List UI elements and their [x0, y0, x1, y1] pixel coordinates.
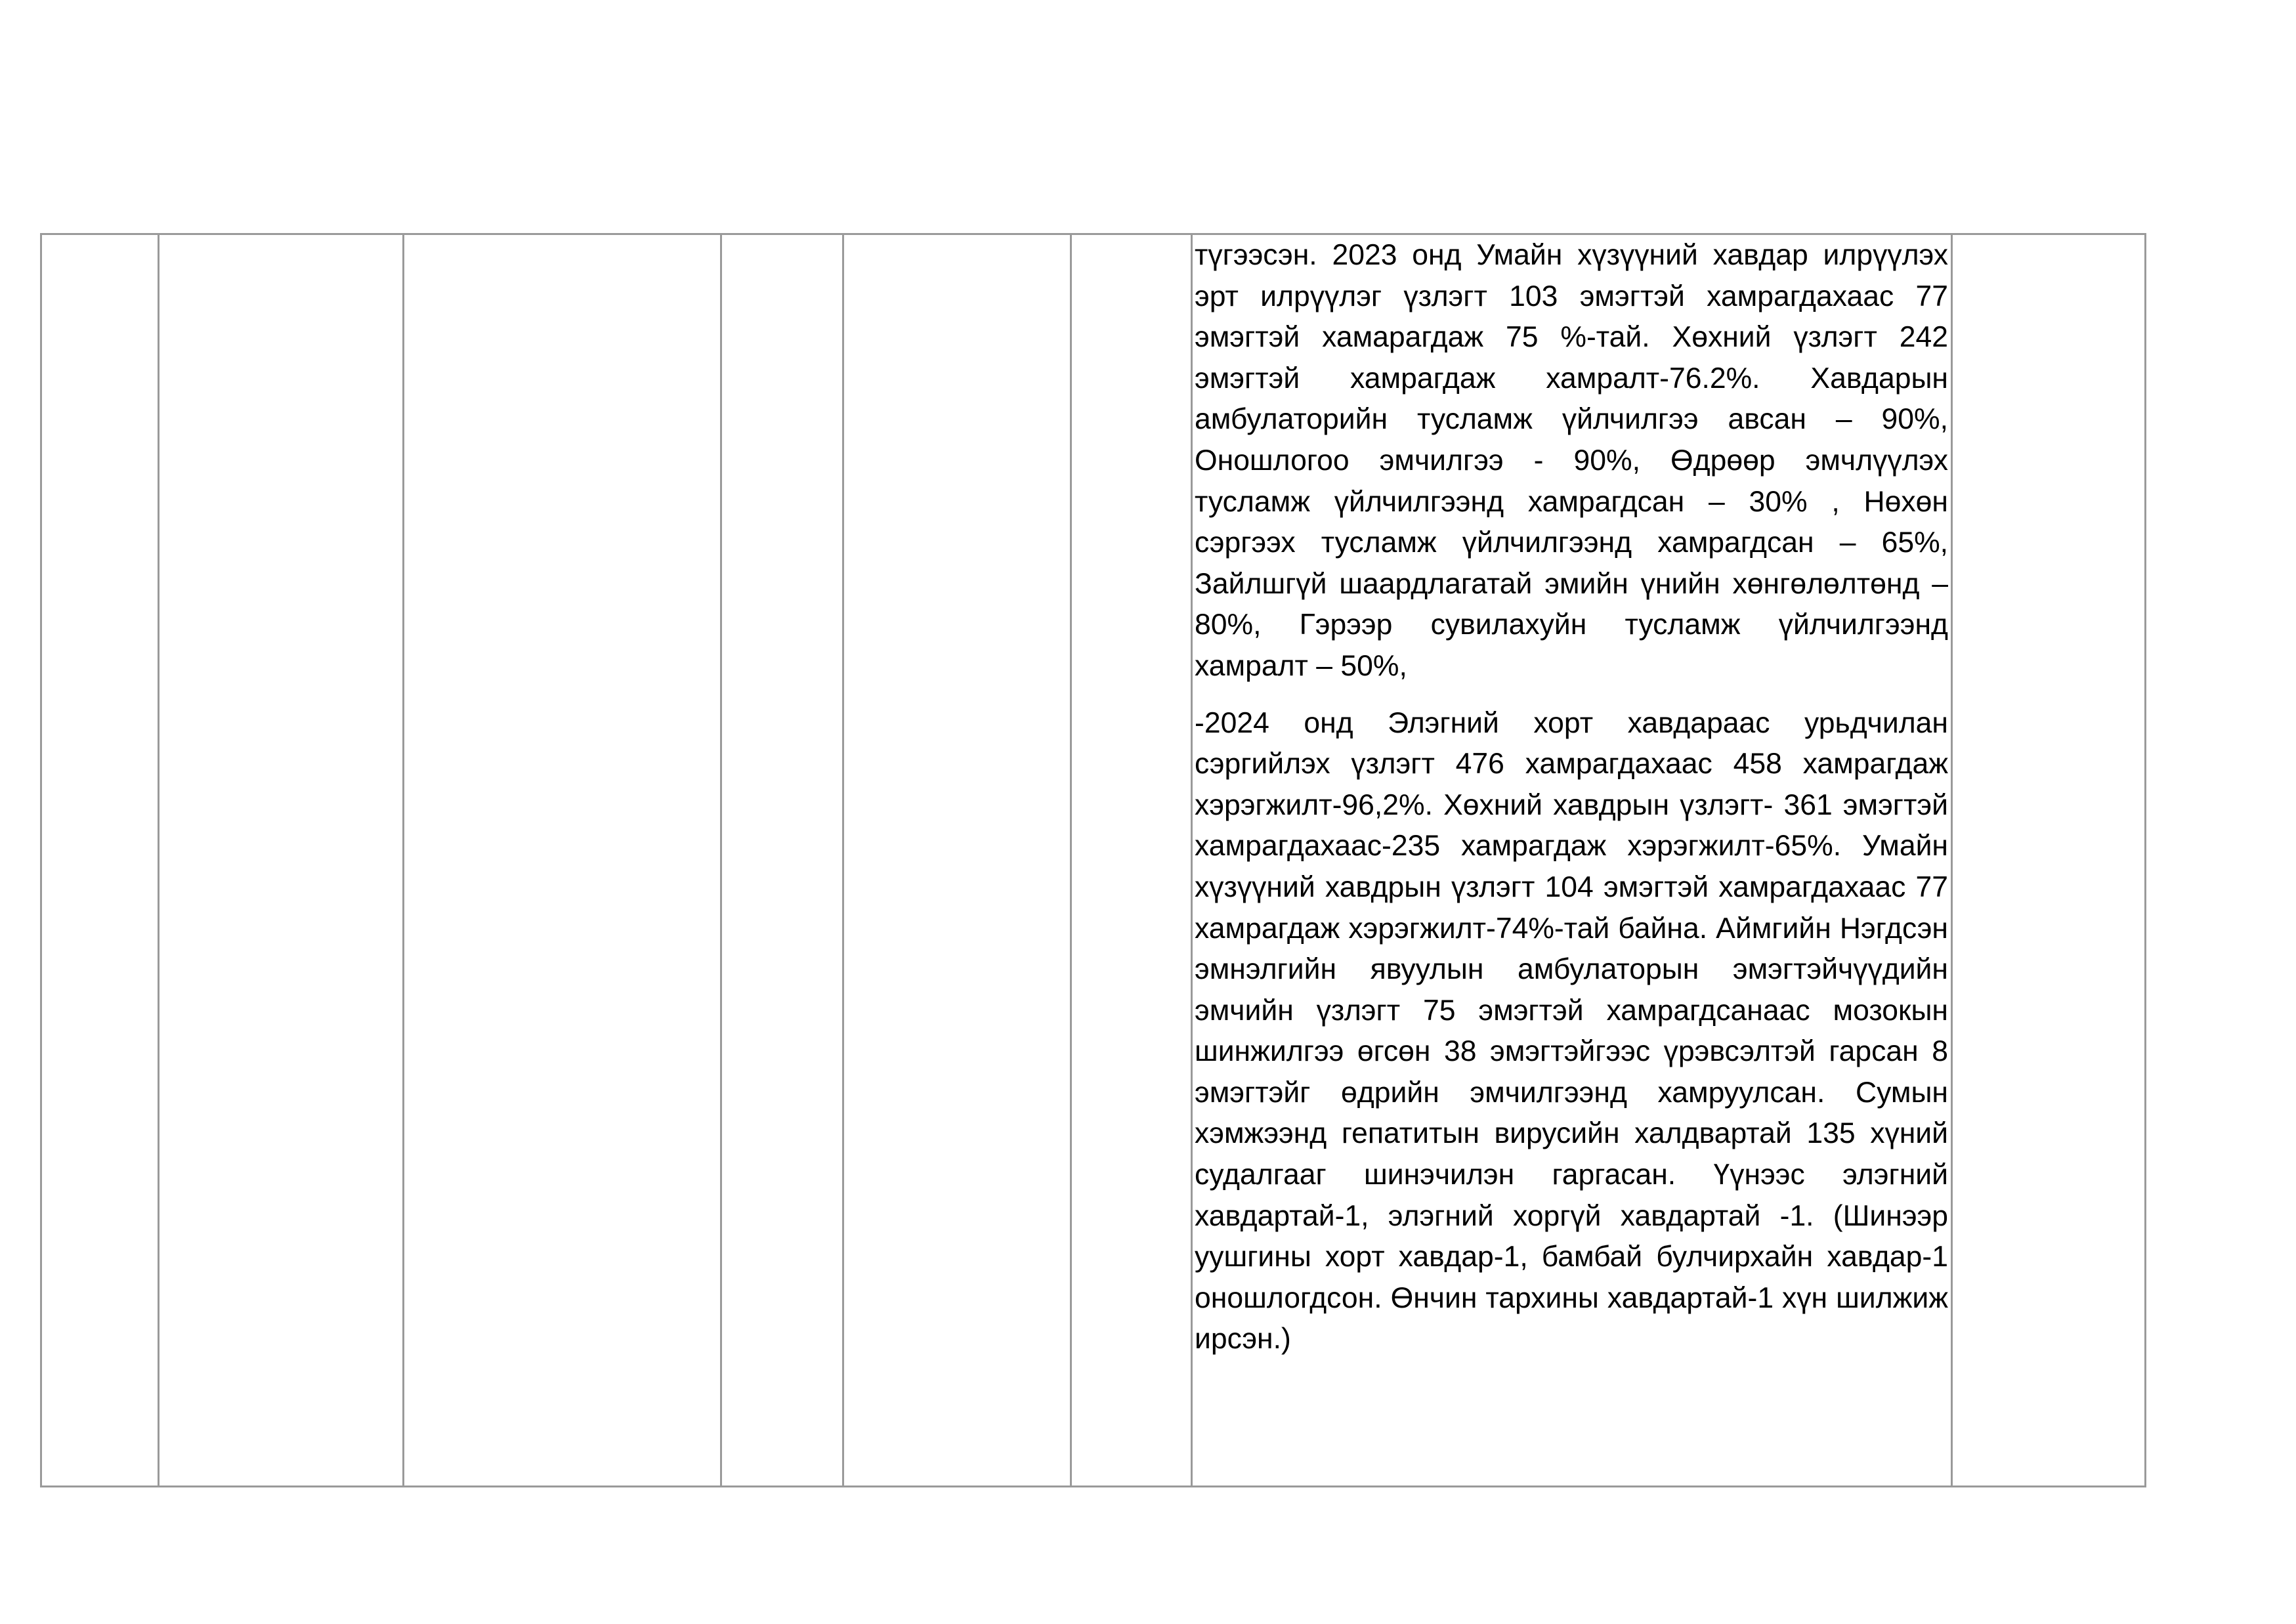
table-cell-col-8: [1952, 234, 2146, 1487]
table-cell-col-2: [159, 234, 404, 1487]
paragraph-1: түгээсэн. 2023 онд Умайн хүзүүний хавдар илрүүлэх эрт илрүүлэг үзлэгт 103 эмэгтэй хамрагдахаас 77 эмэгтэй хамарагдаж 75 %-тай. Хөхний үзлэгт 242 эмэгтэй хамрагдаж хамралт-76.2%. Хавдарын амбулаторийн тусламж үйлчилгээ авсан – 90%, Оношлогоо эмчилгээ - 90%, Өдрөөр эмчлүүлэх тусламж үйлчилгээнд хамрагдсан – 30% , Нөхөн сэргээх тусламж үйлчилгээнд хамрагдсан – 65%, Зайлшгүй шаардлагатай эмийн үнийн хөнгөлөлтөнд – 80%, Гэрээр сувилахуйн тусламж үйлчилгээнд хамралт – 50%,: [1195, 239, 1948, 682]
text-cell-content: [1193, 235, 1951, 1485]
table-cell-col-7: [1192, 234, 1952, 1487]
paragraph-2: -2024 онд Элэгний хорт хавдараас урьдчилан сэргийлэх үзлэгт 476 хамрагдахаас 458 хамрагдаж хэрэгжилт-96,2%. Хөхний хавдрын үзлэгт- 361 эмэгтэй хамрагдахаас-235 хамрагдаж хэрэгжилт-65%. Умайн хүзүүний хавдрын үзлэгт 104 эмэгтэй хамрагдахаас 77 хамрагдаж хэрэгжилт-74%-тай байна. Аймгийн Нэгдсэн эмнэлгийн явуулын амбулаторын эмэгтэйчүүдийн эмчийн үзлэгт 75 эмэгтэй хамрагдсанаас мозокын шинжилгээ өгсөн 38 эмэгтэйгээс үрэвсэлтэй гарсан 8 эмэгтэйг өдрийн эмчилгээнд хамруулсан. Сумын хэмжээнд гепатитын вирусийн халдвартай 135 хүний судалгааг шинэчилэн гаргасан. Үүнээс элэгний хавдартай-1, элэгний хоргүй хавдартай -1. (Шинээр уушгины хорт хавдар-1, бамбай булчирхайн хавдар-1 оношлогдсон. Өнчин тархины хавдартай-1 хүн шилжиж ирсэн.): [1195, 706, 1948, 1356]
table-cell-col-1: [41, 234, 159, 1487]
report-table: [40, 233, 2146, 1487]
table-cell-col-4: [721, 234, 843, 1487]
table-cell-col-6: [1071, 234, 1192, 1487]
table-row: [41, 234, 2146, 1487]
table-cell-col-3: [404, 234, 721, 1487]
table-cell-col-5: [843, 234, 1071, 1487]
